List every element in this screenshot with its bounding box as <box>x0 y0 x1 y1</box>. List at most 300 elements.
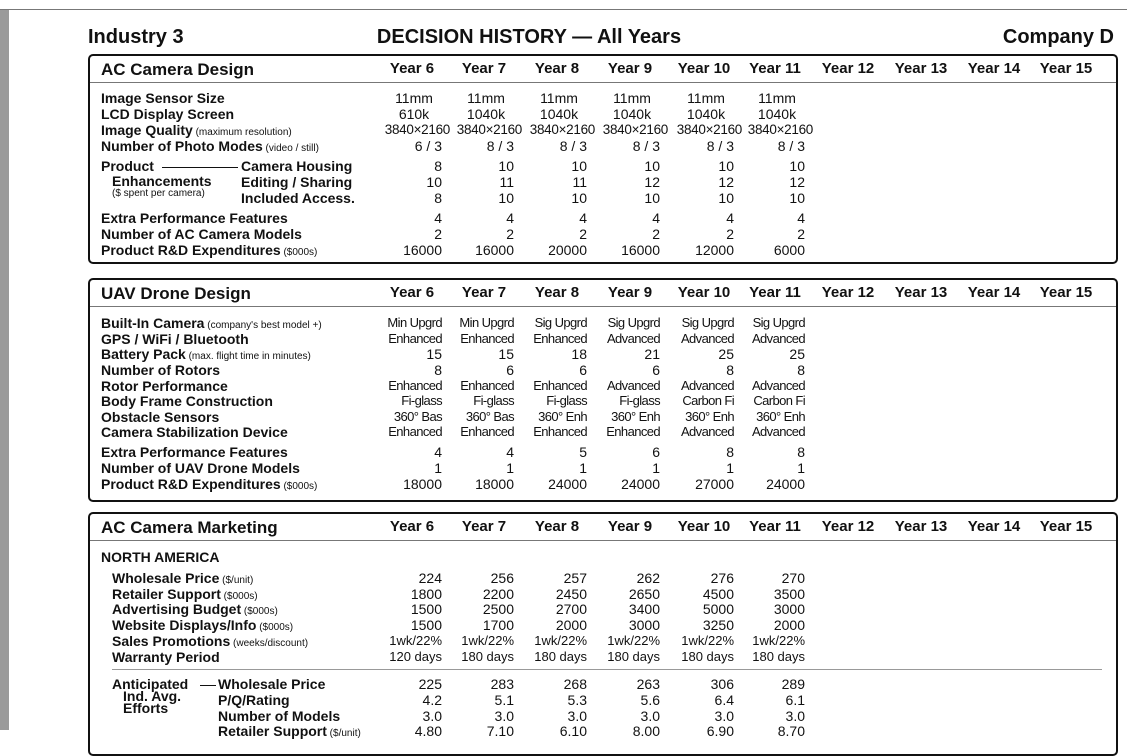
row-label-note: ($000s) <box>280 247 318 258</box>
cell-year-6: 10 <box>426 174 442 190</box>
table-row <box>90 122 1116 138</box>
cell-year-11: Sig Upgrd <box>752 315 805 330</box>
table-row <box>90 174 1116 190</box>
report-title: DECISION HISTORY — All Years <box>376 26 682 48</box>
cell-year-9: 4 <box>652 210 660 226</box>
row-label: Built-In Camera (company's best model +) <box>101 315 322 331</box>
cell-year-10: 3250 <box>702 617 734 634</box>
table-row <box>90 90 1116 106</box>
cell-year-9: 1040k <box>612 106 652 122</box>
cell-year-8: 257 <box>563 570 587 586</box>
cell-year-7: 18000 <box>475 476 514 492</box>
year-header-12: Year 12 <box>821 60 875 77</box>
cell-year-11: 11mm <box>758 90 796 106</box>
cell-year-9: 360° Enh <box>611 408 660 424</box>
row-label-note: ($/unit) <box>326 728 361 740</box>
table-row <box>90 378 1116 394</box>
cell-year-6: 2 <box>434 226 442 242</box>
cell-year-10: 25 <box>718 346 734 362</box>
cell-year-10: 10 <box>718 158 734 174</box>
cell-year-11: 10 <box>789 190 805 206</box>
table-row <box>90 409 1116 425</box>
row-label-note: ($000s) <box>280 481 318 492</box>
cell-year-8: 2450 <box>555 585 587 602</box>
row-label: Obstacle Sensors <box>101 408 220 425</box>
cell-year-11: 4 <box>797 210 805 226</box>
row-label-note: (company's best model +) <box>204 320 322 331</box>
ind-avg-label: Ind. Avg. <box>123 688 182 705</box>
row-label: Rotor Performance <box>101 377 228 394</box>
cell-year-8: 6.10 <box>559 723 587 740</box>
panel-title: UAV Drone Design <box>101 284 251 303</box>
cell-year-11: 8.70 <box>777 723 805 740</box>
row-label-note: (weeks/discount) <box>230 637 309 649</box>
year-header-12: Year 12 <box>821 518 875 535</box>
year-header-10: Year 10 <box>677 60 731 77</box>
year-header-13: Year 13 <box>894 284 948 301</box>
cell-year-9: 12 <box>644 174 660 190</box>
cell-year-7: 16000 <box>475 242 514 258</box>
cell-year-7: 1040k <box>466 106 506 122</box>
cell-year-7: 2500 <box>482 601 514 618</box>
cell-year-10: 4500 <box>702 585 734 602</box>
cell-year-10: 8 <box>726 444 734 460</box>
year-header-10: Year 10 <box>677 518 731 535</box>
year-header-8: Year 8 <box>534 518 580 535</box>
cell-year-8: 360° Enh <box>538 408 587 424</box>
efforts-label: Efforts <box>123 700 169 717</box>
cell-year-11: 360° Enh <box>756 408 805 424</box>
year-header-6: Year 6 <box>389 60 435 77</box>
row-label-note: ($/unit) <box>219 575 254 586</box>
cell-year-7: 2200 <box>482 585 514 602</box>
anticipated-divider <box>112 669 1102 670</box>
year-header-13: Year 13 <box>894 60 948 77</box>
cell-year-8: 1040k <box>539 106 579 122</box>
cell-year-7: Enhanced <box>460 377 514 393</box>
cell-year-8: Sig Upgrd <box>534 315 587 330</box>
cell-year-7: 360° Bas <box>465 408 514 424</box>
cell-year-8: Enhanced <box>533 330 587 346</box>
cell-year-6: 4 <box>434 210 442 226</box>
report-header <box>88 22 1118 52</box>
cell-year-9: 2 <box>652 226 660 242</box>
cell-year-7: 3.0 <box>494 707 514 724</box>
top-border <box>0 9 1127 10</box>
cell-year-6: Fi-glass <box>401 393 442 408</box>
row-label: Wholesale Price ($/unit) <box>112 570 254 586</box>
row-label: Wholesale Price <box>218 676 326 693</box>
cell-year-6: 120 days <box>389 648 442 664</box>
cell-year-9: Fi-glass <box>619 393 660 408</box>
cell-year-7: 11 <box>499 174 514 190</box>
cell-year-10: 12000 <box>695 242 734 258</box>
cell-year-9: 8 / 3 <box>632 138 660 154</box>
left-scroll-gutter[interactable] <box>0 10 9 730</box>
cell-year-8: 2000 <box>555 617 587 634</box>
row-label: Advertising Budget ($000s) <box>112 601 278 618</box>
cell-year-10: Advanced <box>680 424 734 439</box>
table-row <box>90 444 1116 460</box>
cell-year-9: 3840×2160 <box>602 122 668 137</box>
cell-year-6: 4 <box>434 444 442 460</box>
row-label: Image Sensor Size <box>101 90 225 106</box>
year-header-11: Year 11 <box>749 60 801 77</box>
cell-year-11: 6.1 <box>785 691 805 708</box>
cell-year-7: 10 <box>498 158 514 174</box>
cell-year-10: Advanced <box>680 330 734 346</box>
cell-year-6: 1500 <box>410 601 442 618</box>
row-label: GPS / WiFi / Bluetooth <box>101 330 249 347</box>
ac-camera-design-panel <box>88 54 1118 264</box>
year-header-15: Year 15 <box>1039 518 1093 535</box>
cell-year-9: 1wk/22% <box>607 632 660 648</box>
cell-year-8: 11 <box>572 174 587 190</box>
cell-year-10: 8 / 3 <box>706 138 734 154</box>
cell-year-9: 2650 <box>628 585 660 602</box>
cell-year-7: 1700 <box>482 617 514 634</box>
row-label: Battery Pack (max. flight time in minutes) <box>101 346 311 362</box>
row-label: Number of UAV Drone Models <box>101 460 300 476</box>
cell-year-11: Advanced <box>751 377 805 393</box>
cell-year-11: 180 days <box>752 648 805 664</box>
cell-year-6: 16000 <box>403 242 442 258</box>
cell-year-9: Enhanced <box>606 424 660 439</box>
cell-year-9: 6 <box>652 444 660 460</box>
cell-year-8: 3840×2160 <box>529 122 595 137</box>
cell-year-7: 180 days <box>461 648 514 664</box>
cell-year-7: 6 <box>506 361 514 378</box>
cell-year-11: 12 <box>789 174 805 190</box>
table-row <box>90 601 1116 617</box>
cell-year-6: 1wk/22% <box>389 632 442 648</box>
row-label: Product R&D Expenditures ($000s) <box>101 242 318 258</box>
cell-year-9: 263 <box>636 676 660 693</box>
cell-year-9: 3000 <box>628 617 660 634</box>
table-row <box>90 676 1116 692</box>
cell-year-7: 1 <box>506 460 514 476</box>
cell-year-6: 1 <box>434 460 442 476</box>
cell-year-9: 5.6 <box>640 691 660 708</box>
row-label-note: ($000s) <box>256 622 294 634</box>
cell-year-6: 8 <box>434 158 442 174</box>
cell-year-11: 8 <box>797 444 805 460</box>
year-header-15: Year 15 <box>1039 284 1093 301</box>
row-label: Number of Models <box>218 707 341 724</box>
table-row <box>90 708 1116 724</box>
cell-year-7: 15 <box>498 346 514 362</box>
cell-year-10: 3840×2160 <box>676 122 742 137</box>
table-row <box>90 476 1116 492</box>
cell-year-9: 8.00 <box>632 723 660 740</box>
year-header-7: Year 7 <box>461 518 507 535</box>
cell-year-8: 1 <box>579 460 587 476</box>
cell-year-6: 3.0 <box>422 707 442 724</box>
cell-year-11: 3840×2160 <box>747 122 813 137</box>
cell-year-9: 10 <box>644 158 660 174</box>
cell-year-7: 8 / 3 <box>486 138 514 154</box>
cell-year-11: 3500 <box>773 585 805 602</box>
cell-year-11: 270 <box>781 570 805 586</box>
year-header-6: Year 6 <box>389 284 435 301</box>
table-row <box>90 242 1116 258</box>
table-row <box>90 460 1116 476</box>
cell-year-8: 11mm <box>540 90 578 106</box>
cell-year-10: 2 <box>726 226 734 242</box>
cell-year-6: 225 <box>418 676 442 693</box>
cell-year-9: 24000 <box>621 476 660 492</box>
cell-year-6: Enhanced <box>388 424 442 439</box>
table-row <box>90 158 1116 174</box>
panel-header <box>90 56 1116 83</box>
cell-year-6: Enhanced <box>388 330 442 346</box>
cell-year-11: 3000 <box>773 601 805 618</box>
table-row <box>90 315 1116 331</box>
cell-year-10: 306 <box>710 676 734 693</box>
cell-year-8: Enhanced <box>533 377 587 393</box>
cell-year-10: 8 <box>726 361 734 378</box>
cell-year-9: Advanced <box>606 330 660 346</box>
cell-year-6: Min Upgrd <box>387 315 442 330</box>
cell-year-11: 8 <box>797 361 805 378</box>
cell-year-10: 5000 <box>702 601 734 618</box>
table-row <box>90 393 1116 409</box>
year-header-10: Year 10 <box>677 284 731 301</box>
table-row <box>90 617 1116 633</box>
cell-year-6: 11mm <box>395 90 433 106</box>
cell-year-6: 360° Bas <box>393 408 442 424</box>
cell-year-9: 11mm <box>613 90 651 106</box>
cell-year-8: 3.0 <box>567 707 587 724</box>
row-label: Body Frame Construction <box>101 393 273 409</box>
enhancements-product-label: Product <box>101 158 154 174</box>
uav-drone-design-panel <box>88 278 1118 502</box>
cell-year-8: 24000 <box>548 476 587 492</box>
row-label: Retailer Support ($000s) <box>112 585 258 602</box>
table-row <box>90 106 1116 122</box>
cell-year-11: 2000 <box>773 617 805 634</box>
panel-header <box>90 280 1116 307</box>
cell-year-11: 24000 <box>766 476 805 492</box>
table-row <box>90 331 1116 347</box>
cell-year-9: Advanced <box>606 377 660 393</box>
table-row <box>90 424 1116 440</box>
year-header-11: Year 11 <box>749 284 801 301</box>
cell-year-7: 256 <box>490 570 514 586</box>
table-row <box>90 692 1116 708</box>
anticipated-label: Anticipated <box>112 676 189 693</box>
cell-year-6: 1500 <box>410 617 442 634</box>
cell-year-9: 3400 <box>628 601 660 618</box>
cell-year-10: Carbon Fi <box>682 393 734 408</box>
row-label: Number of Rotors <box>101 361 220 378</box>
cell-year-6: 8 <box>434 190 442 206</box>
cell-year-10: 1 <box>726 460 734 476</box>
cell-year-9: 180 days <box>607 648 660 664</box>
panel-header <box>90 514 1116 541</box>
row-label: Retailer Support ($/unit) <box>218 723 361 740</box>
cell-year-8: 10 <box>571 158 587 174</box>
row-label: Camera Housing <box>241 158 353 174</box>
cell-year-10: 276 <box>710 570 734 586</box>
table-row <box>90 633 1116 649</box>
cell-year-7: 10 <box>498 190 514 206</box>
panel-title: AC Camera Design <box>101 60 255 79</box>
cell-year-10: 4 <box>726 210 734 226</box>
row-label-note: ($000s) <box>241 606 278 618</box>
row-label-note: (maximum resolution) <box>192 127 292 138</box>
cell-year-11: 2 <box>797 226 805 242</box>
table-row <box>90 586 1116 602</box>
cell-year-10: 6.90 <box>706 723 734 740</box>
year-header-15: Year 15 <box>1039 60 1093 77</box>
cell-year-10: 10 <box>718 190 734 206</box>
year-header-9: Year 9 <box>607 60 653 77</box>
row-label: Included Access. <box>241 190 355 206</box>
year-header-14: Year 14 <box>967 60 1021 77</box>
cell-year-10: Advanced <box>680 377 734 393</box>
cell-year-8: 20000 <box>548 242 587 258</box>
company-label: Company D <box>1002 26 1114 48</box>
year-header-6: Year 6 <box>389 518 435 535</box>
cell-year-10: 6.4 <box>714 691 734 708</box>
row-label: Camera Stabilization Device <box>101 424 288 440</box>
cell-year-11: Advanced <box>751 330 805 346</box>
row-label-note: ($000s) <box>220 590 258 602</box>
year-header-14: Year 14 <box>967 518 1021 535</box>
table-row <box>90 190 1116 206</box>
cell-year-10: 180 days <box>681 648 734 664</box>
cell-year-10: 1040k <box>686 106 726 122</box>
row-label: Editing / Sharing <box>241 174 353 190</box>
row-label: Extra Performance Features <box>101 210 288 226</box>
cell-year-7: 11mm <box>467 90 505 106</box>
row-label-note: (video / still) <box>262 143 319 154</box>
cell-year-7: 5.1 <box>494 691 514 708</box>
table-row <box>90 138 1116 154</box>
cell-year-6: 15 <box>426 346 442 362</box>
cell-year-10: 12 <box>718 174 734 190</box>
cell-year-6: 3840×2160 <box>384 122 450 137</box>
cell-year-10: 3.0 <box>714 707 734 724</box>
cell-year-9: Sig Upgrd <box>607 315 660 330</box>
cell-year-8: 5.3 <box>567 691 587 708</box>
row-label: LCD Display Screen <box>101 106 235 122</box>
cell-year-9: 16000 <box>621 242 660 258</box>
row-label: P/Q/Rating <box>218 691 290 708</box>
table-row <box>90 210 1116 226</box>
table-row <box>90 570 1116 586</box>
panel-title: AC Camera Marketing <box>101 518 278 537</box>
cell-year-6: 224 <box>418 570 442 586</box>
cell-year-7: 4 <box>506 210 514 226</box>
cell-year-8: 180 days <box>534 648 587 664</box>
cell-year-7: Enhanced <box>460 424 514 439</box>
cell-year-7: Enhanced <box>460 330 514 346</box>
cell-year-8: 8 / 3 <box>559 138 587 154</box>
cell-year-8: 18 <box>571 346 587 362</box>
cell-year-7: 2 <box>506 226 514 242</box>
cell-year-9: 3.0 <box>640 707 660 724</box>
year-header-13: Year 13 <box>894 518 948 535</box>
cell-year-11: 1040k <box>757 106 797 122</box>
year-header-14: Year 14 <box>967 284 1021 301</box>
enhancements-label: Enhancements <box>112 173 212 189</box>
table-row <box>90 226 1116 242</box>
ac-camera-marketing-panel <box>88 512 1118 756</box>
year-header-11: Year 11 <box>749 518 801 535</box>
row-label-note: (max. flight time in minutes) <box>185 351 311 362</box>
row-label: Product R&D Expenditures ($000s) <box>101 476 318 492</box>
cell-year-9: 1 <box>652 460 660 476</box>
cell-year-11: 25 <box>789 346 805 362</box>
table-row <box>90 723 1116 739</box>
cell-year-8: 4 <box>579 210 587 226</box>
cell-year-10: 11mm <box>687 90 725 106</box>
cell-year-6: Enhanced <box>388 377 442 393</box>
cell-year-11: 6000 <box>773 242 805 258</box>
cell-year-10: 360° Enh <box>685 408 734 424</box>
cell-year-8: 5 <box>579 444 587 460</box>
cell-year-8: 2700 <box>555 601 587 618</box>
cell-year-8: 1wk/22% <box>534 632 587 648</box>
table-row <box>90 362 1116 378</box>
cell-year-11: Advanced <box>751 424 805 439</box>
cell-year-8: 268 <box>563 676 587 693</box>
cell-year-6: 8 <box>434 361 442 378</box>
table-row <box>90 346 1116 362</box>
cell-year-6: 1800 <box>410 585 442 602</box>
cell-year-9: 10 <box>644 190 660 206</box>
cell-year-7: 3840×2160 <box>456 122 522 137</box>
cell-year-11: 1wk/22% <box>752 632 805 648</box>
row-label: Image Quality (maximum resolution) <box>101 122 292 138</box>
cell-year-11: 10 <box>789 158 805 174</box>
industry-label: Industry 3 <box>88 26 184 48</box>
cell-year-7: 7.10 <box>486 723 514 740</box>
year-header-9: Year 9 <box>607 284 653 301</box>
cell-year-11: 289 <box>781 676 805 693</box>
cell-year-8: Enhanced <box>533 424 587 439</box>
cell-year-7: 4 <box>506 444 514 460</box>
row-label: Number of Photo Modes (video / still) <box>101 138 319 154</box>
row-label: Number of AC Camera Models <box>101 226 302 242</box>
cell-year-9: 21 <box>644 346 660 362</box>
cell-year-8: Fi-glass <box>546 393 587 408</box>
cell-year-6: 18000 <box>403 476 442 492</box>
cell-year-7: Min Upgrd <box>459 315 514 330</box>
enhancements-spent-note: ($ spent per camera) <box>112 188 205 199</box>
year-header-8: Year 8 <box>534 60 580 77</box>
cell-year-11: 3.0 <box>785 707 805 724</box>
cell-year-9: 6 <box>652 361 660 378</box>
cell-year-9: 262 <box>636 570 660 586</box>
cell-year-6: 6 / 3 <box>414 138 442 154</box>
cell-year-7: 283 <box>490 676 514 693</box>
row-label: Extra Performance Features <box>101 444 288 460</box>
year-header-7: Year 7 <box>461 60 507 77</box>
year-header-12: Year 12 <box>821 284 875 301</box>
report-page <box>88 22 1118 740</box>
cell-year-8: 2 <box>579 226 587 242</box>
cell-year-11: 8 / 3 <box>777 138 805 154</box>
cell-year-6: 610k <box>398 106 430 122</box>
region-label: NORTH AMERICA <box>101 549 220 565</box>
cell-year-7: 1wk/22% <box>461 632 514 648</box>
year-header-8: Year 8 <box>534 284 580 301</box>
year-header-7: Year 7 <box>461 284 507 301</box>
table-row <box>90 649 1116 665</box>
